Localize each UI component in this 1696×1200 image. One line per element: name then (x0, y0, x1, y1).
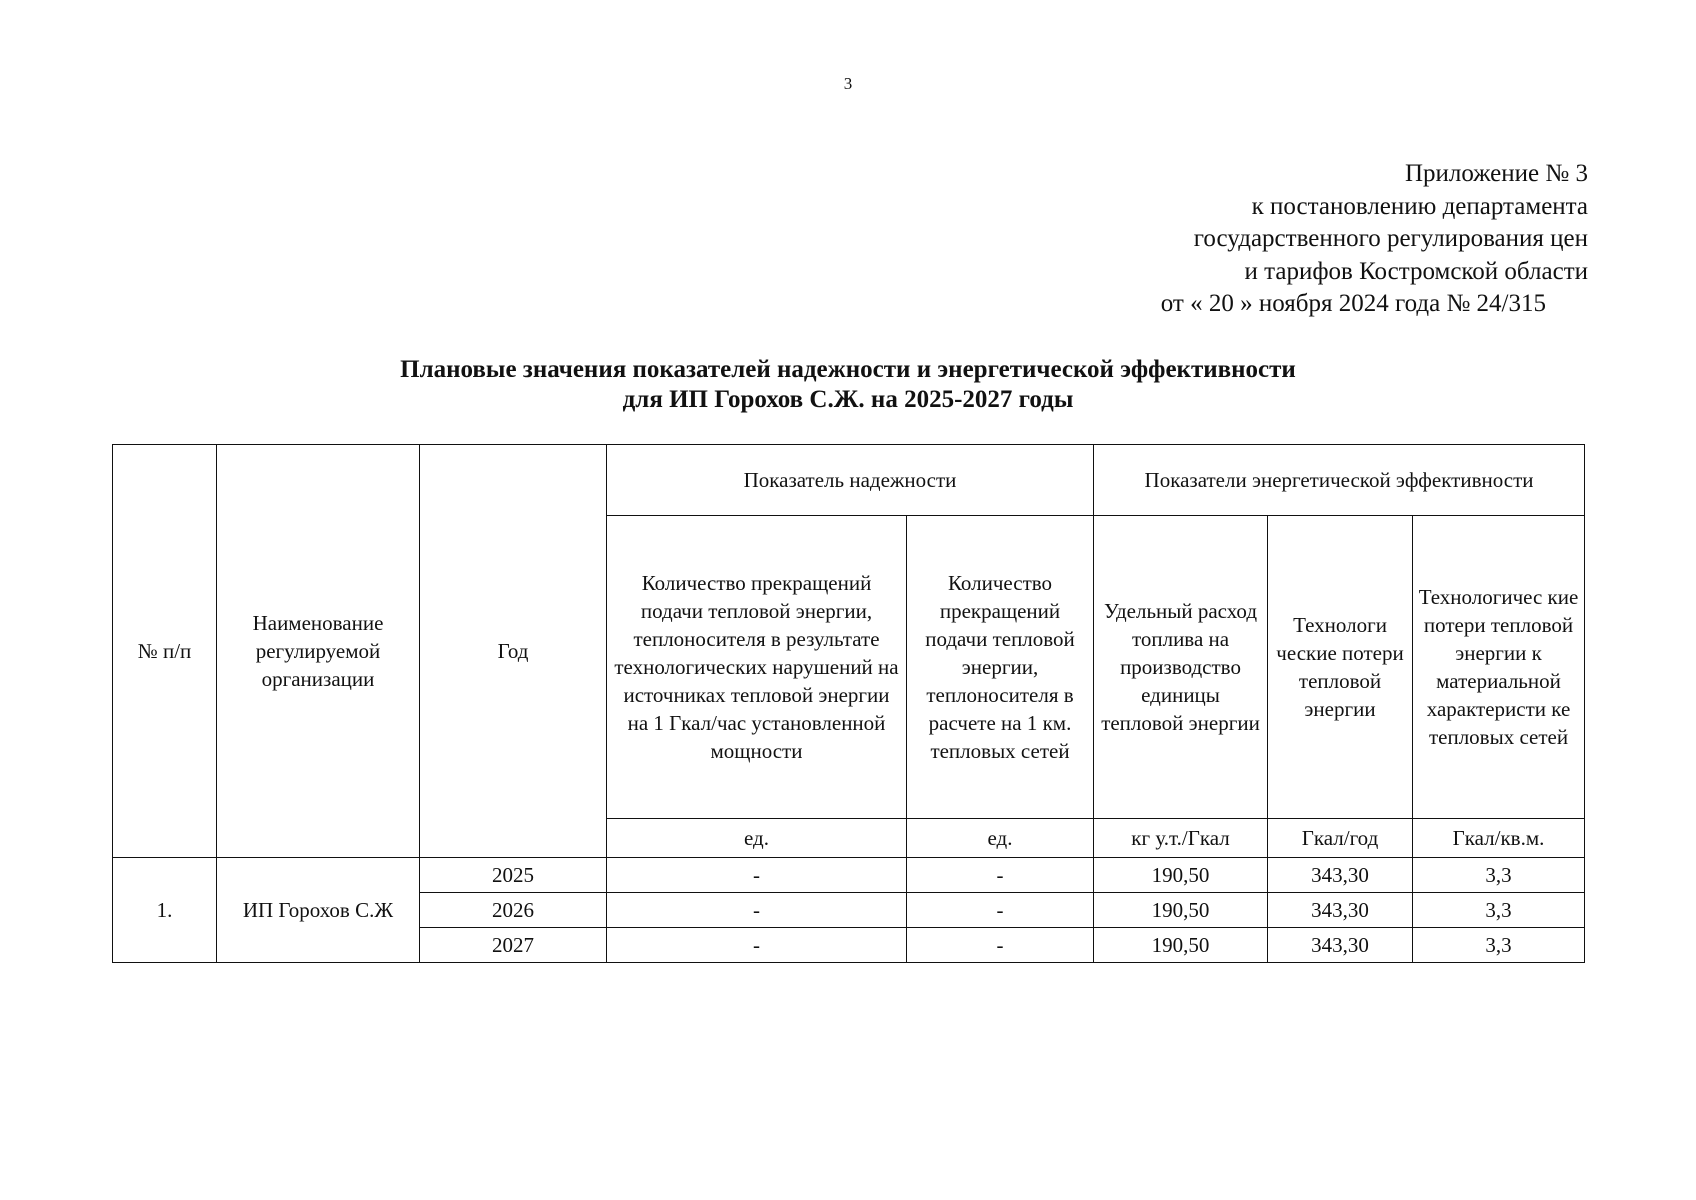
cell-c5: 3,3 (1413, 858, 1585, 893)
header-col-1: Количество прекращений подачи тепловой энергии, теплоносителя в результате технологических нарушений на источниках тепловой энергии на 1 Гкал/час установленной мощности (607, 516, 907, 819)
header-col-3: Удельный расход топлива на производство единицы тепловой энергии (1094, 516, 1268, 819)
cell-year: 2025 (420, 858, 607, 893)
appendix-line-4: и тарифов Костромской области (1244, 257, 1588, 285)
title-line-2: для ИП Горохов С.Ж. на 2025-2027 годы (622, 386, 1074, 413)
cell-c1: - (607, 928, 907, 963)
cell-c4: 343,30 (1268, 893, 1413, 928)
organization-name: ИП Горохов С.Ж (217, 858, 420, 963)
cell-c3: 190,50 (1094, 893, 1268, 928)
cell-year: 2027 (420, 928, 607, 963)
header-num: № п/п (113, 445, 217, 858)
cell-c2: - (907, 893, 1094, 928)
header-org: Наименование регулируемой организации (217, 445, 420, 858)
appendix-line-2: к постановлению департамента (1251, 192, 1588, 220)
unit-col-2: ед. (907, 819, 1094, 858)
header-efficiency-group: Показатели энергетической эффективности (1094, 445, 1585, 516)
cell-c1: - (607, 893, 907, 928)
page-number: 3 (843, 74, 853, 93)
appendix-block (1161, 158, 1588, 321)
appendix-line-3: государственного регулирования цен (1193, 225, 1588, 252)
unit-col-1: ед. (607, 819, 907, 858)
indicators-table (112, 444, 1585, 963)
header-col-2: Количество прекращений подачи тепловой энергии, теплоносителя в расчете на 1 км. тепловых сетей (907, 516, 1094, 819)
cell-c5: 3,3 (1413, 928, 1585, 963)
row-number: 1. (113, 858, 217, 963)
cell-c4: 343,30 (1268, 928, 1413, 963)
cell-c4: 343,30 (1268, 858, 1413, 893)
header-col-4: Технологи ческие потери тепловой энергии (1268, 516, 1413, 819)
cell-c1: - (607, 858, 907, 893)
appendix-line-5: от « 20 » ноября 2024 года № 24/315 (1160, 290, 1546, 317)
unit-col-5: Гкал/кв.м. (1413, 819, 1585, 858)
unit-col-4: Гкал/год (1268, 819, 1413, 858)
cell-c5: 3,3 (1413, 893, 1585, 928)
unit-col-3: кг у.т./Гкал (1094, 819, 1268, 858)
title-line-1: Плановые значения показателей надежности и энергетической эффективности (400, 356, 1296, 383)
header-reliability-group: Показатель надежности (607, 445, 1094, 516)
header-col-5: Технологичес кие потери тепловой энергии к материальной характеристи ке тепловых сетей (1413, 516, 1585, 819)
cell-c3: 190,50 (1094, 858, 1268, 893)
header-row-groups (113, 445, 1585, 516)
cell-year: 2026 (420, 893, 607, 928)
header-year: Год (420, 445, 607, 858)
document-title (0, 355, 1696, 415)
cell-c2: - (907, 928, 1094, 963)
cell-c2: - (907, 858, 1094, 893)
appendix-line-1: Приложение № 3 (1404, 160, 1588, 187)
table-row (113, 858, 1585, 893)
cell-c3: 190,50 (1094, 928, 1268, 963)
